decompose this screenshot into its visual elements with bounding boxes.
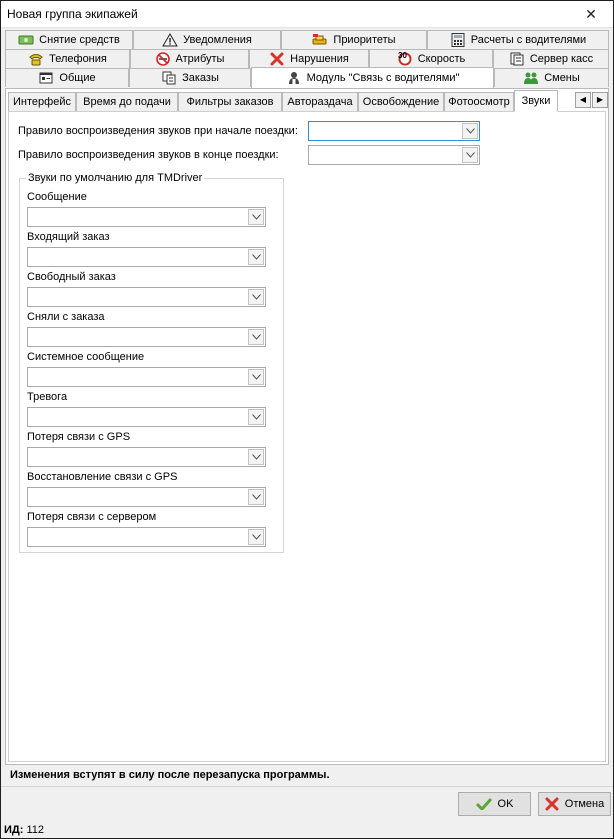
subtab-photo-inspection[interactable]: Фотоосмотр xyxy=(444,92,514,111)
chevron-down-icon[interactable] xyxy=(248,329,264,345)
chevron-down-icon[interactable] xyxy=(248,489,264,505)
message-sound-label: Сообщение xyxy=(27,191,87,203)
chevron-down-icon[interactable] xyxy=(248,449,264,465)
tab-label: Атрибуты xyxy=(175,53,225,65)
chevron-down-icon[interactable] xyxy=(248,209,264,225)
system-message-label: Системное сообщение xyxy=(27,351,145,363)
chevron-down-icon[interactable] xyxy=(248,529,264,545)
subtab-scroll-left-icon[interactable]: ◀ xyxy=(575,92,591,108)
gps-lost-label: Потеря связи с GPS xyxy=(27,431,131,443)
id-label: ИД: xyxy=(4,824,24,836)
subtab-release[interactable]: Освобождение xyxy=(358,92,444,111)
driver-module-icon xyxy=(286,71,302,85)
tab-orders[interactable] xyxy=(129,68,251,87)
tab-label: Уведомления xyxy=(183,34,252,46)
tab-label: Сервер касс xyxy=(529,53,594,65)
chevron-down-icon[interactable] xyxy=(462,123,478,139)
tab-priorities[interactable] xyxy=(281,30,427,49)
ok-button[interactable] xyxy=(458,792,531,816)
tab-driver-settlements[interactable] xyxy=(427,30,609,49)
alarm-label: Тревога xyxy=(27,391,68,403)
subtab-time-to-arrival[interactable]: Время до подачи xyxy=(76,92,178,111)
server-lost-label: Потеря связи с сервером xyxy=(27,511,157,523)
chevron-down-icon[interactable] xyxy=(248,369,264,385)
tab-driver-module[interactable] xyxy=(251,67,494,88)
removed-from-order-combo[interactable] xyxy=(27,327,266,347)
gps-restored-combo[interactable] xyxy=(27,487,266,507)
start-rule-label: Правило воспроизведения звуков при начале поездки: xyxy=(18,125,298,137)
gps-lost-combo[interactable] xyxy=(27,447,266,467)
phone-icon xyxy=(28,52,44,66)
server-lost-combo[interactable] xyxy=(27,527,266,547)
window-title: Новая группа экипажей xyxy=(7,7,138,21)
id-display xyxy=(4,824,44,836)
tab-label: Снятие средств xyxy=(39,34,120,46)
tab-label: Нарушения xyxy=(290,53,349,65)
group-title: Звуки по умолчанию для TMDriver xyxy=(28,172,203,184)
tab-money-withdrawal[interactable] xyxy=(5,30,133,49)
chevron-down-icon[interactable] xyxy=(248,409,264,425)
cancel-button[interactable] xyxy=(538,792,611,816)
removed-from-order-label: Сняли с заказа xyxy=(27,311,105,323)
tab-label: Расчеты с водителями xyxy=(470,34,587,46)
end-rule-combo[interactable] xyxy=(308,145,480,165)
cash-server-icon xyxy=(509,52,525,66)
system-message-combo[interactable] xyxy=(27,367,266,387)
close-icon[interactable]: ✕ xyxy=(585,6,597,22)
tab-cash-server[interactable] xyxy=(493,49,609,68)
money-icon xyxy=(18,33,34,47)
shifts-icon xyxy=(523,71,539,85)
tab-general[interactable] xyxy=(5,68,129,87)
restart-notice: Изменения вступят в силу после перезапуска программы. xyxy=(10,769,330,781)
speed-sign-text: 30 xyxy=(398,51,407,60)
tab-label: Приоритеты xyxy=(333,34,396,46)
cancel-label: Отмена xyxy=(564,798,605,810)
tab-telephony[interactable] xyxy=(5,49,130,68)
orders-icon xyxy=(161,71,177,85)
priority-car-icon xyxy=(312,33,328,47)
tab-notifications[interactable] xyxy=(133,30,281,49)
subtab-auto-dispatch[interactable]: Авторaздача xyxy=(282,92,358,111)
tab-label: Смены xyxy=(544,72,580,84)
tab-speed[interactable] xyxy=(369,49,493,68)
tab-label: Телефония xyxy=(49,53,107,65)
id-value: 112 xyxy=(26,824,45,836)
subtab-sounds[interactable]: Звуки xyxy=(514,90,558,112)
title-bar xyxy=(1,1,613,28)
subtab-scroll-right-icon[interactable]: ▶ xyxy=(592,92,608,108)
tab-label: Общие xyxy=(59,72,96,84)
chevron-down-icon[interactable] xyxy=(248,289,264,305)
calculator-icon xyxy=(450,33,466,47)
general-icon xyxy=(38,71,54,85)
incoming-order-label: Входящий заказ xyxy=(27,231,110,243)
subtab-interface[interactable]: Интерфейс xyxy=(8,92,76,111)
free-order-label: Свободный заказ xyxy=(27,271,116,283)
footer-divider xyxy=(1,786,613,787)
cancel-x-icon xyxy=(545,797,559,811)
start-rule-combo[interactable] xyxy=(308,121,480,141)
tab-violations[interactable] xyxy=(249,49,369,68)
subtab-order-filters[interactable]: Фильтры заказов xyxy=(178,92,282,111)
end-rule-label: Правило воспроизведения звуков в конце поездки: xyxy=(18,149,279,161)
incoming-order-combo[interactable] xyxy=(27,247,266,267)
checkmark-icon xyxy=(476,798,492,810)
chevron-down-icon[interactable] xyxy=(248,249,264,265)
tab-shifts[interactable] xyxy=(494,68,609,87)
warning-icon xyxy=(162,33,178,47)
tab-label: Скорость xyxy=(417,53,466,65)
no-smoking-icon xyxy=(155,52,171,66)
gps-restored-label: Восстановление связи с GPS xyxy=(27,471,178,483)
violation-x-icon xyxy=(269,52,285,66)
tab-label: Заказы xyxy=(182,72,219,84)
ok-label: OK xyxy=(497,798,514,810)
tab-label: Модуль "Связь с водителями" xyxy=(306,72,460,84)
free-order-combo[interactable] xyxy=(27,287,266,307)
chevron-down-icon[interactable] xyxy=(462,147,478,163)
alarm-combo[interactable] xyxy=(27,407,266,427)
tab-attributes[interactable] xyxy=(130,49,249,68)
message-sound-combo[interactable] xyxy=(27,207,266,227)
